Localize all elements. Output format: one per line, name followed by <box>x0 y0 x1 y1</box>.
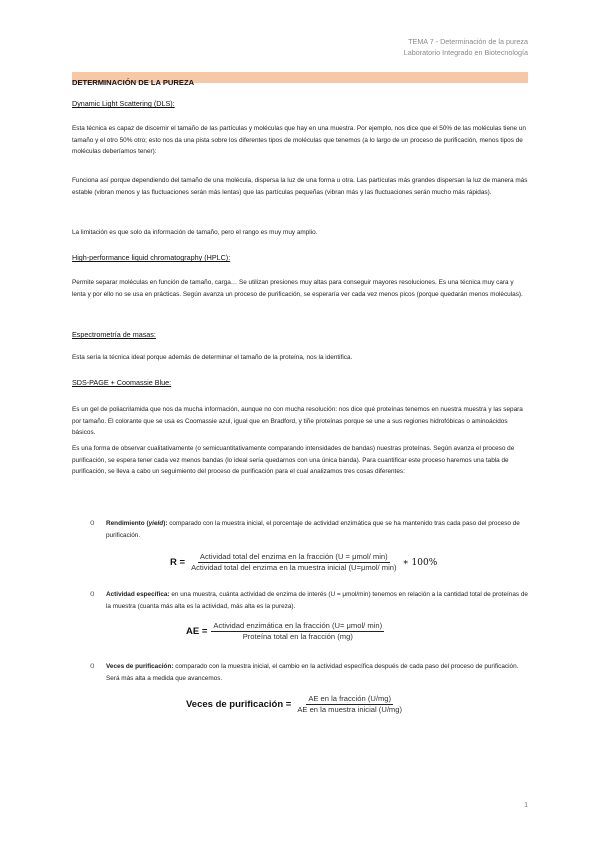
formula-label: AE = <box>186 626 208 637</box>
bullet-term: Actividad específica: <box>106 591 170 598</box>
formula-denominator: AE en la muestra inicial (U/mg) <box>297 705 403 714</box>
formula-label: R = <box>170 557 186 568</box>
bullet-text: comparado con la muestra inicial, el porcentaje de actividad enzimática que se ha mantenido tras cada paso del proceso de purificación. <box>106 520 520 539</box>
formula-numerator: Actividad enzimática en la fracción (U= μmol/ min) <box>213 621 383 630</box>
formula-fraction <box>295 694 404 715</box>
heading-hplc: High-performance liquid chromatography (HPLC): <box>72 253 231 262</box>
bullet-text: en una muestra, cuánta actividad de enzima de interés (U = μmol/min) tenemos en relación a la cantidad total de proteínas de la muestra (cuanta más alta es la actividad, más alta es la pureza). <box>106 591 528 610</box>
formula-label: Veces de purificación = <box>186 699 292 710</box>
dls-paragraph-3: La limitación es que solo da información de tamaño, pero el rango es muy muy amplio. <box>72 229 318 236</box>
formula-purification-fold <box>186 694 404 715</box>
sds-paragraph-1: Es un gel de poliacrilamida que nos da mucha información, aunque no con mucha resolución: nos dice qué proteínas tenemos en nuestra muestra y las separa por tamaño. El colorante que se usa es Coomassie azul, igual que en Bradford, y tiñe proteínas porque se une a sus regiones hidrofóbicas o aminoácidos básicos. <box>72 406 523 437</box>
page-header <box>404 36 528 58</box>
bullet-purification-fold <box>106 661 528 684</box>
bullet-term: Veces de purificación: <box>106 663 174 670</box>
formula-yield <box>170 552 437 573</box>
bullet-term: Rendimiento ( <box>106 520 149 527</box>
dls-paragraph-1: Esta técnica es capaz de discernir el tamaño de las partículas y moléculas que hay en una muestra. Por ejemplo, nos dice que el 50% de las moléculas tiene un tamaño y el otro 50% otro; esto nos da una pista sobre los diferentes tipos de moléculas que tenemos (a lo largo de un proceso de purificación, menos tipos de moléculas deberíamos tener): <box>72 125 526 156</box>
heading-sds-page: SDS-PAGE + Coomassie Blue: <box>72 378 172 387</box>
bullet-yield <box>106 518 528 541</box>
bullet-term-italic: yield <box>148 520 164 527</box>
formula-suffix: ∗ 100% <box>402 557 438 568</box>
bullet-marker: o <box>90 518 95 527</box>
bullet-term-end: ): <box>163 520 168 527</box>
formula-fraction <box>211 621 384 642</box>
title-highlight <box>72 72 528 87</box>
bullet-specific-activity <box>106 589 528 612</box>
formula-denominator: Proteína total en la fracción (mg) <box>242 632 353 641</box>
bullet-marker: o <box>90 661 95 670</box>
mass-spec-paragraph: Esta sería la técnica ideal porque además de determinar el tamaño de la proteína, nos la identifica. <box>72 354 353 361</box>
formula-denominator: Actividad total del enzima en la muestra inicial (U=μmol/ min) <box>191 563 397 572</box>
header-course: Laboratorio Integrado en Biotecnología <box>403 48 528 57</box>
bullet-text: comparado con la muestra inicial, el cambio en la actividad específica después de cada paso del proceso de purificación. Será más alta a medida que avancemos. <box>106 663 519 682</box>
formula-fraction <box>189 552 398 573</box>
sds-paragraph-2: Es una forma de observar cualitativamente (o semicuantitativamente comparando intensidades de bandas) nuestras proteínas. Según avanza el proceso de purificación, se espera tener cada vez menos bandas (lo ideal sería quedarnos con una única banda). Para cuantificar este proceso haremos una tabla de purificación, se lleva a cabo un seguimiento del proceso de purificación para el cual analizamos tres cosas diferentes: <box>72 445 515 476</box>
heading-mass-spec: Espectrometría de masas: <box>72 330 156 339</box>
page-number: 1 <box>524 802 528 809</box>
formula-numerator: Actividad total del enzima en la fracción (U = μmol/ min) <box>199 552 388 561</box>
bullet-marker: o <box>90 589 95 598</box>
formula-specific-activity <box>186 621 384 642</box>
header-topic: TEMA 7 - Determinación de la pureza <box>408 37 528 46</box>
heading-dls: Dynamic Light Scattering (DLS): <box>72 99 175 108</box>
formula-numerator: AE en la fracción (U/mg) <box>308 694 392 703</box>
dls-paragraph-2: Funciona así porque dependiendo del tamaño de una molécula, dispersa la luz de una forma u otra. Las partículas más grandes dispersan la luz de manera más estable (vibran menos y las fluctuaciones serán más lentas) que las partículas pequeñas (vibran más y las fluctuaciones serán mucho más rápidas). <box>72 177 528 196</box>
hplc-paragraph: Permite separar moléculas en función de tamaño, carga… Se utilizan presiones muy altas para conseguir mayores resoluciones. Es una técnica muy cara y lenta y por ello no se usa en prácticas. Según avanza un proceso de purificación, se esperaría ver cada vez menos picos (porque quedarán menos moléculas). <box>72 279 523 298</box>
document-title: DETERMINACIÓN DE LA PUREZA <box>72 78 195 87</box>
